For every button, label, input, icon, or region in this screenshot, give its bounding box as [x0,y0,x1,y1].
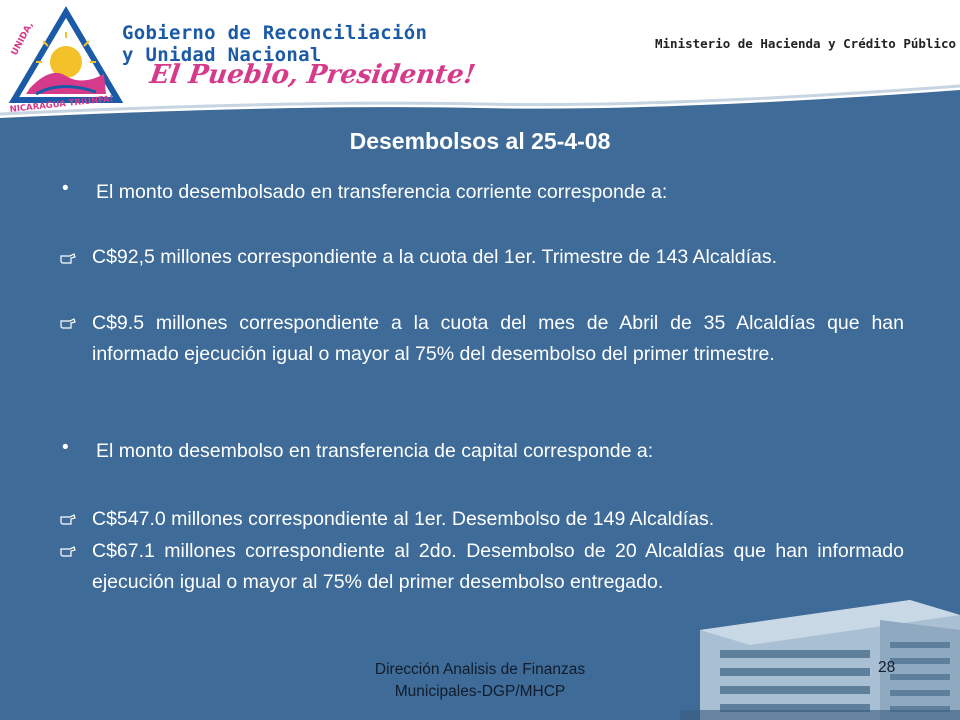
sub-item-text: C$67.1 millones correspondiente al 2do. Desembolso de 20 Alcaldías que han informado ejecución igual o mayor al 75% del primer desembolso entregado. [92,540,904,593]
government-logo [6,4,126,120]
slide-title: Desembolsos al 25-4-08 [349,128,611,154]
logo-text-bottom: NICARAGUA TRIUNFA! [9,94,114,115]
page-number: 28 [878,659,896,676]
sub-item-text: C$9.5 millones correspondiente a la cuota del mes de Abril de 35 Alcaldías que han informado ejecución igual o mayor al 75% del desembolso del primer trimestre. [92,312,904,365]
slogan: El Pueblo, Presidente! [147,60,478,90]
government-name-line2: y Unidad Nacional [122,44,322,66]
government-name-line1: Gobierno de Reconciliación [122,22,428,44]
pointing-hand-icon [60,544,76,558]
footer-text: Dirección Analisis de Finanzas Municipales-DGP/MHCP [374,661,586,700]
bullet-text: El monto desembolsado en transferencia corriente corresponde a: [96,181,668,203]
pointing-hand-icon [60,316,76,330]
sub-item-text: C$92,5 millones correspondiente a la cuota del 1er. Trimestre de 143 Alcaldías. [92,246,778,268]
logo-text-top: UNIDA, [9,20,36,58]
pointing-hand-icon [60,251,76,265]
bullet-text: El monto desembolso en transferencia de capital corresponde a: [96,440,654,462]
bullet-dot: • [62,178,69,199]
sub-item-text: C$547.0 millones correspondiente al 1er. Desembolso de 149 Alcaldías. [92,508,715,530]
bullet-dot: • [62,437,69,458]
header-wave [0,0,960,140]
ministry-name: Ministerio de Hacienda y Crédito Público [655,36,957,51]
pointing-hand-icon [60,512,76,526]
